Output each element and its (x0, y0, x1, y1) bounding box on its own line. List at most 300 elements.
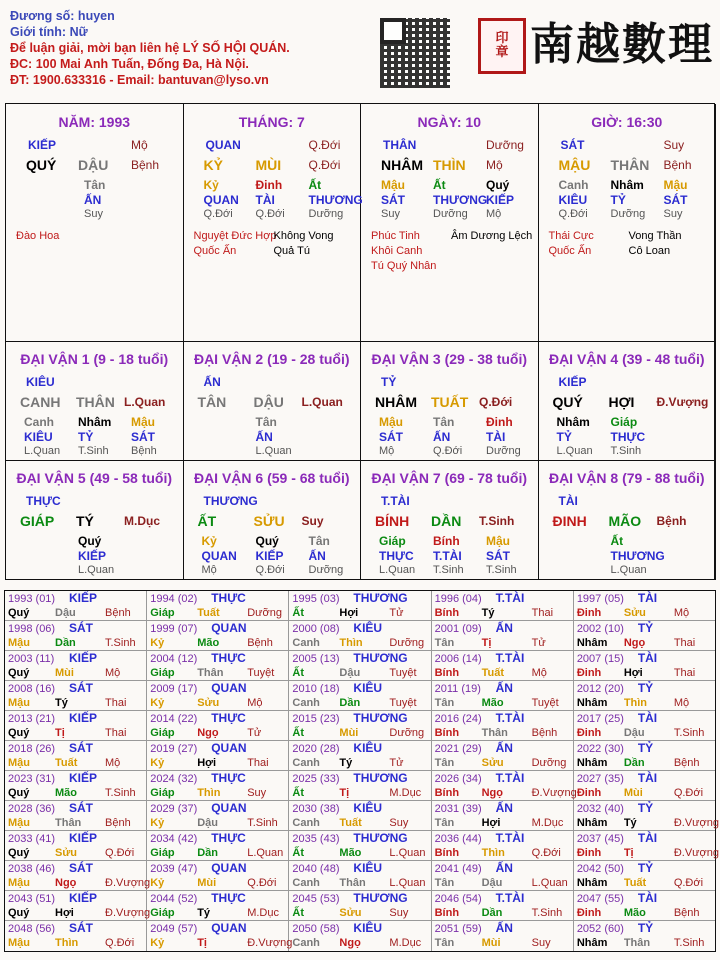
year-stage: Q.Đới (247, 877, 277, 889)
dai-van-stem: CANH (20, 394, 61, 410)
star-name: Khôi Canh (371, 245, 423, 257)
hidden-god: ẤN (308, 549, 326, 563)
hidden-god: ẤN (433, 430, 451, 444)
year-stage: Mộ (247, 697, 263, 709)
year-stage: L.Quan (247, 847, 284, 859)
dai-van-stage: Đ.Vượng (656, 395, 709, 409)
year-label: 2002 (10) (576, 623, 624, 635)
year-stage: T.Sinh (531, 907, 563, 919)
year-cell (147, 711, 289, 740)
year-stage: Thai (673, 667, 696, 679)
dai-van-box (6, 461, 184, 580)
year-branch: Dần (339, 697, 361, 709)
year-label: 2013 (21) (8, 713, 56, 725)
star-name: Nguyệt Đức Hợp (193, 230, 277, 242)
year-stage: Mộ (531, 667, 547, 679)
hidden-stem: Giáp (379, 534, 406, 548)
gender: Giới tính: Nữ (10, 25, 88, 39)
year-branch: Dần (481, 907, 503, 919)
year-cell (574, 591, 715, 620)
yearly-luck-table (4, 590, 719, 952)
year-god: THƯƠNG (353, 651, 408, 665)
year-label: 2021 (29) (434, 743, 482, 755)
pillar-branch: THÌN (433, 157, 466, 173)
pillar-title: NĂM: 1993 (58, 114, 131, 130)
year-cell (5, 921, 147, 951)
year-branch: Tuất (481, 667, 505, 679)
year-stem: Bính (434, 907, 460, 919)
year-branch: Thân (55, 817, 82, 829)
hidden-stage: Q.Đới (255, 208, 285, 220)
year-god: T.TÀI (495, 651, 525, 665)
year-god: ẤN (495, 621, 513, 635)
year-label: 2040 (48) (292, 863, 340, 875)
year-branch: Mùi (623, 787, 643, 799)
year-stem: Đinh (576, 667, 602, 679)
hidden-stage: L.Quan (556, 445, 593, 457)
year-stem: Ất (292, 667, 305, 679)
year-branch: Thìn (197, 787, 221, 799)
year-branch: Thìn (481, 847, 505, 859)
year-stem: Giáp (150, 787, 175, 799)
year-stage: Suy (247, 787, 267, 799)
year-branch: Ngọ (339, 937, 361, 949)
hidden-stem: Nhâm (556, 415, 590, 429)
dai-van-box (184, 461, 362, 580)
year-god: SÁT (69, 801, 93, 815)
pillar-box (184, 104, 362, 342)
year-label: 2006 (14) (434, 653, 482, 665)
year-cell (432, 621, 574, 650)
star-name: Phúc Tinh (371, 230, 420, 242)
year-branch: Hợi (623, 667, 643, 679)
hidden-stem: Nhâm (610, 178, 644, 192)
hidden-god: SÁT (379, 430, 403, 444)
year-cell (289, 891, 431, 920)
hidden-stage: Suy (663, 208, 683, 220)
year-label: 2014 (22) (150, 713, 198, 725)
year-label: 2011 (19) (434, 683, 481, 695)
year-stem: Quý (8, 907, 30, 919)
year-row (5, 861, 715, 891)
hidden-god: KIÊU (24, 430, 53, 444)
dai-van-stem: QUÝ (552, 394, 583, 410)
year-cell (432, 801, 574, 830)
hidden-stem: Canh (24, 415, 54, 429)
year-god: ẤN (495, 921, 513, 935)
year-branch: Tuất (197, 607, 220, 619)
year-stage: L.Quan (531, 877, 568, 889)
year-god: KIẾP (69, 711, 98, 725)
year-branch: Hợi (55, 907, 74, 919)
year-stage: Bệnh (105, 607, 131, 619)
year-branch: Dần (623, 757, 645, 769)
year-cell (574, 681, 715, 710)
year-stem: Tân (434, 877, 455, 889)
year-branch: Tị (623, 847, 634, 859)
year-god: QUAN (211, 861, 247, 875)
hidden-god: SÁT (131, 430, 155, 444)
year-cell (147, 861, 289, 890)
hidden-god: SÁT (663, 193, 688, 207)
year-stem: Tân (434, 637, 455, 649)
pillar-god: SÁT (560, 138, 585, 152)
year-branch: Mùi (481, 937, 501, 949)
year-cell (432, 771, 577, 800)
year-stage: Q.Đới (673, 877, 704, 889)
year-stem: Kỷ (150, 937, 165, 949)
year-row (5, 711, 715, 741)
hidden-stage: Suy (381, 208, 400, 220)
year-branch: Thìn (55, 937, 79, 949)
year-god: KIÊU (353, 861, 383, 875)
dai-van-stem: TÂN (197, 394, 227, 410)
year-stage: Bệnh (673, 907, 700, 919)
year-label: 2020 (28) (292, 743, 340, 755)
year-god: KIÊU (353, 621, 383, 635)
hidden-god: KIẾP (78, 549, 107, 563)
year-god: TỶ (637, 801, 654, 815)
hidden-stage: Q.Đới (255, 564, 285, 576)
year-stem: Quý (8, 607, 30, 619)
year-label: 2015 (23) (292, 713, 340, 725)
year-cell (147, 801, 289, 830)
hidden-god: ẤN (255, 430, 273, 444)
year-cell (289, 861, 431, 890)
dai-van-branch: TUẤT (431, 394, 469, 410)
year-branch: Dậu (481, 877, 503, 889)
year-label: 1993 (01) (8, 593, 56, 605)
dai-van-god: ẤN (203, 375, 221, 389)
pillar-title: GIỜ: 16:30 (591, 114, 663, 130)
dai-van-title: ĐẠI VẬN 6 (59 - 68 tuổi) (193, 470, 350, 486)
hidden-stem: Tân (308, 534, 330, 548)
hidden-stage: Dưỡng (308, 564, 344, 576)
year-god: ẤN (495, 801, 513, 815)
year-branch: Mùi (339, 727, 359, 739)
year-god: QUAN (211, 621, 247, 635)
year-god: SÁT (69, 861, 93, 875)
year-stem: Tân (434, 817, 455, 829)
year-god: T.TÀI (495, 771, 525, 785)
year-stage: T.Sinh (673, 937, 705, 949)
year-label: 2052 (60) (576, 923, 624, 935)
year-god: THƯƠNG (353, 711, 408, 725)
pillar-stage2: Mộ (486, 158, 503, 172)
hidden-god: THƯƠNG (308, 193, 363, 207)
hidden-stage: L.Quan (24, 445, 61, 457)
year-branch: Dậu (197, 817, 218, 829)
year-row (5, 651, 715, 681)
year-god: TÀI (637, 831, 658, 845)
hidden-god: TÀI (255, 193, 275, 207)
year-branch: Thân (339, 877, 366, 889)
year-stem: Mậu (8, 637, 30, 649)
hidden-stem: Quý (486, 178, 510, 192)
hidden-god: TỶ (556, 430, 572, 444)
year-branch: Hợi (339, 607, 359, 619)
year-stem: Mậu (8, 937, 30, 949)
year-branch: Mùi (55, 667, 74, 679)
year-branch: Ngọ (55, 877, 77, 889)
year-stem: Canh (292, 937, 320, 949)
year-stage: M.Dục (531, 817, 564, 829)
year-cell (289, 801, 431, 830)
year-label: 2001 (09) (434, 623, 482, 635)
year-stem: Giáp (150, 667, 175, 679)
hidden-stage: Dưỡng (486, 445, 521, 457)
year-stage: Bệnh (531, 727, 558, 739)
year-row (5, 591, 715, 621)
hidden-stem: Kỷ (203, 178, 219, 192)
hidden-god: SÁT (486, 549, 510, 563)
year-branch: Ngọ (197, 727, 219, 739)
year-cell (574, 651, 715, 680)
star-name: Quả Tú (273, 245, 310, 257)
year-branch: Tị (197, 937, 207, 949)
year-label: 1995 (03) (292, 593, 340, 605)
year-label: 2012 (20) (576, 683, 624, 695)
year-god: THỰC (211, 891, 246, 905)
year-god: TỶ (637, 681, 654, 695)
year-god: QUAN (211, 921, 247, 935)
hidden-stage: Bệnh (131, 445, 157, 457)
dai-van-branch: TÝ (76, 513, 94, 529)
hidden-god: QUAN (201, 549, 237, 563)
pillar-stage2: Bệnh (663, 158, 692, 172)
pillar-stage: Dưỡng (486, 138, 524, 152)
star-name: Quốc Ấn (193, 245, 237, 257)
year-label: 2044 (52) (150, 893, 198, 905)
year-god: THỰC (211, 771, 246, 785)
year-cell (432, 861, 574, 890)
year-cell (289, 741, 431, 770)
dai-van-title: ĐẠI VẬN 1 (9 - 18 tuổi) (20, 351, 169, 367)
year-stage: Dưỡng (531, 757, 567, 769)
year-label: 1996 (04) (434, 593, 482, 605)
year-label: 2042 (50) (576, 863, 624, 875)
year-cell (289, 921, 431, 951)
pillar-stage: Mộ (131, 138, 148, 152)
year-god: T.TÀI (495, 591, 525, 605)
year-stage: Dưỡng (389, 727, 425, 739)
year-branch: Sửu (481, 757, 504, 769)
year-god: KIẾP (69, 651, 98, 665)
year-branch: Tuất (55, 757, 78, 769)
star-name: Đào Hoa (16, 230, 60, 242)
year-branch: Hợi (197, 757, 217, 769)
year-label: 2009 (17) (150, 683, 198, 695)
dai-van-stage: T.Sinh (479, 514, 515, 528)
year-label: 2033 (41) (8, 833, 56, 845)
year-god: ẤN (495, 681, 513, 695)
year-cell (574, 621, 715, 650)
year-stem: Kỷ (150, 637, 165, 649)
year-stem: Bính (434, 847, 460, 859)
hidden-god: KIẾP (486, 193, 515, 207)
star-name: Cô Loan (628, 245, 671, 257)
hidden-stage: T.Sinh (78, 445, 109, 457)
year-cell (289, 591, 431, 620)
year-stem: Bính (434, 787, 460, 799)
year-cell (574, 801, 719, 830)
year-branch: Tuất (339, 817, 362, 829)
year-branch: Hợi (481, 817, 501, 829)
pillar-branch: MÙI (255, 157, 282, 173)
year-cell (574, 711, 715, 740)
year-stage: T.Sinh (247, 817, 278, 829)
hidden-god: QUAN (203, 193, 239, 207)
year-stage: Tử (247, 727, 262, 739)
hidden-stem: Đinh (255, 178, 283, 192)
year-stage: Mộ (673, 607, 690, 619)
contact-address: ĐC: 100 Mai Anh Tuấn, Đống Đa, Hà Nội. (10, 57, 249, 71)
year-label: 2051 (59) (434, 923, 482, 935)
year-label: 2037 (45) (576, 833, 624, 845)
year-stem: Giáp (150, 847, 175, 859)
hidden-stem: Tân (255, 415, 277, 429)
hidden-stem: Nhâm (78, 415, 112, 429)
year-cell (147, 831, 289, 860)
year-cell (5, 651, 147, 680)
hidden-god: TỶ (78, 430, 94, 444)
year-god: THỰC (211, 591, 246, 605)
year-stem: Quý (8, 727, 30, 739)
year-cell (5, 681, 147, 710)
year-stem: Nhâm (576, 757, 608, 769)
year-row (5, 921, 715, 951)
hidden-stage: L.Quan (255, 445, 292, 457)
year-stem: Mậu (8, 877, 30, 889)
year-stage: Đ.Vượng (247, 937, 293, 949)
pillar-stem: QUÝ (26, 157, 57, 173)
year-stage: Thai (531, 607, 554, 619)
hidden-stage: Mộ (379, 445, 395, 457)
year-god: QUAN (211, 741, 247, 755)
year-stem: Nhâm (576, 877, 608, 889)
year-stem: Canh (292, 817, 320, 829)
hidden-stage: L.Quan (78, 564, 115, 576)
year-label: 2031 (39) (434, 803, 482, 815)
hidden-stage: Mộ (201, 564, 217, 576)
year-label: 2048 (56) (8, 923, 56, 935)
hidden-stage: Dưỡng (433, 208, 468, 220)
year-stem: Ất (292, 607, 305, 619)
hidden-stage: Suy (84, 208, 103, 220)
year-stage: M.Dục (389, 937, 422, 949)
dai-van-branch: SỬU (253, 513, 285, 529)
year-label: 2050 (58) (292, 923, 340, 935)
year-label: 2030 (38) (292, 803, 340, 815)
dai-van-god: TÀI (558, 494, 578, 508)
owner-name: Đương số: huyen (10, 9, 115, 23)
dai-van-title: ĐẠI VẬN 5 (49 - 58 tuổi) (16, 470, 173, 486)
dai-van-stage: Suy (301, 514, 324, 528)
year-label: 2010 (18) (292, 683, 340, 695)
year-cell (432, 681, 574, 710)
hidden-stem: Mậu (663, 178, 688, 192)
year-stem: Canh (292, 637, 320, 649)
year-stage: T.Sinh (105, 637, 136, 649)
year-cell (289, 831, 431, 860)
year-branch: Sửu (197, 697, 220, 709)
year-branch: Tị (481, 637, 492, 649)
dai-van-god: TỶ (381, 375, 397, 389)
year-branch: Tuất (623, 877, 647, 889)
year-god: KIÊU (353, 801, 383, 815)
year-cell (432, 711, 574, 740)
year-label: 2005 (13) (292, 653, 340, 665)
year-cell (5, 771, 147, 800)
year-branch: Mão (55, 787, 77, 799)
year-stage: Thai (247, 757, 269, 769)
pillar-stem: MẬU (558, 157, 591, 173)
year-stage: Tuyệt (389, 667, 417, 679)
year-stem: Nhâm (576, 817, 608, 829)
year-god: SÁT (69, 741, 93, 755)
year-cell (147, 921, 293, 951)
year-stem: Bính (434, 607, 460, 619)
hidden-stage: Q.Đới (558, 208, 588, 220)
year-cell (574, 891, 715, 920)
year-stage: Q.Đới (105, 847, 135, 859)
year-stage: Suy (389, 907, 409, 919)
year-cell (147, 651, 289, 680)
hidden-god: SÁT (381, 193, 405, 207)
contact-phone-email: ĐT: 1900.633316 - Email: bantuvan@lyso.vn (10, 73, 269, 87)
dai-van-box (361, 461, 539, 580)
year-stage: Bệnh (247, 637, 273, 649)
year-stage: Mộ (105, 667, 121, 679)
year-branch: Thìn (623, 697, 648, 709)
contact-line-1: Để luận giải, mời bạn liên hệ LÝ SỐ HỘI QUÁN. (10, 41, 290, 55)
year-cell (147, 771, 289, 800)
hidden-stem: Đinh (486, 415, 513, 429)
year-god: TÀI (637, 651, 658, 665)
year-label: 2019 (27) (150, 743, 198, 755)
dai-van-stem: GIÁP (20, 513, 55, 529)
year-god: QUAN (211, 801, 247, 815)
hidden-stem: Mậu (486, 534, 510, 548)
year-cell (5, 621, 147, 650)
hidden-stage: Dưỡng (610, 208, 646, 220)
year-god: T.TÀI (495, 891, 525, 905)
year-stage: Đ.Vượng (105, 877, 151, 889)
year-stem: Kỷ (150, 757, 165, 769)
dai-van-stem: NHÂM (375, 394, 417, 410)
year-label: 1999 (07) (150, 623, 198, 635)
hidden-stage: Dưỡng (308, 208, 344, 220)
year-stage: Đ.Vượng (531, 787, 577, 799)
year-branch: Dậu (55, 607, 76, 619)
dai-van-stem: ĐINH (552, 513, 587, 529)
year-branch: Tị (339, 787, 350, 799)
year-branch: Tý (55, 697, 68, 709)
pillar-box (539, 104, 717, 342)
year-cell (147, 621, 289, 650)
year-stage: Tử (389, 607, 404, 619)
year-stage: Bệnh (105, 817, 131, 829)
star-name: Quốc Ấn (548, 245, 592, 257)
hidden-stem: Canh (558, 178, 589, 192)
dai-van-stage: Bệnh (656, 514, 687, 528)
year-cell (289, 711, 431, 740)
pillar-branch: DẬU (78, 157, 109, 173)
year-label: 2028 (36) (8, 803, 56, 815)
year-label: 2025 (33) (292, 773, 340, 785)
year-stage: Đ.Vượng (673, 847, 719, 859)
year-god: T.TÀI (495, 711, 525, 725)
